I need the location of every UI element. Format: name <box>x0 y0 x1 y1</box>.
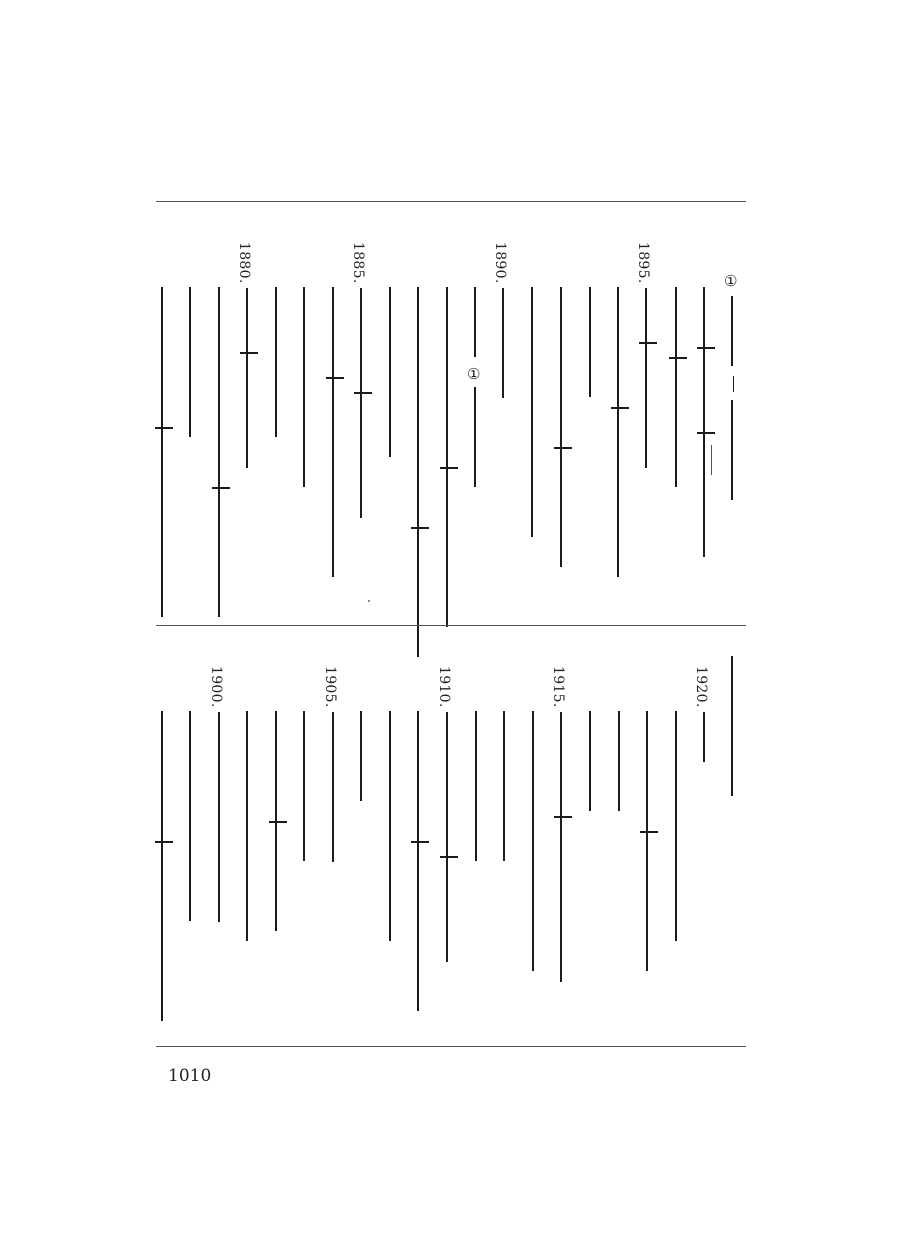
footnote-marker: ① <box>724 272 738 290</box>
text-column <box>380 287 404 457</box>
text-column <box>180 711 204 921</box>
text-column <box>694 666 718 906</box>
text-column <box>608 287 632 577</box>
text-column <box>408 287 432 657</box>
text-column <box>266 711 290 931</box>
text-column <box>636 242 660 482</box>
text-column <box>523 711 547 971</box>
text-column <box>465 287 489 487</box>
text-column <box>351 242 375 522</box>
text-column <box>266 287 290 437</box>
line-number: 1910. <box>436 666 452 708</box>
text-column <box>237 242 261 472</box>
text-column <box>580 711 604 811</box>
text-column <box>466 711 490 861</box>
text-column <box>408 711 432 1011</box>
lower-text-block <box>0 626 899 1045</box>
text-column <box>580 287 604 397</box>
text-column <box>666 287 690 487</box>
footnote-dash <box>733 376 734 392</box>
line-number: 1920. <box>693 666 709 708</box>
line-number: 1905. <box>322 666 338 708</box>
bottom-rule <box>156 1046 746 1047</box>
text-column <box>551 287 575 567</box>
text-column <box>493 242 517 402</box>
text-column <box>323 666 347 866</box>
text-column <box>437 287 461 627</box>
line-number: 1880. <box>236 242 252 284</box>
print-speck <box>368 600 370 602</box>
upper-text-block <box>0 202 899 624</box>
line-number: 1895. <box>635 242 651 284</box>
text-column <box>294 711 318 861</box>
text-column <box>237 711 261 941</box>
line-number: 1915. <box>550 666 566 708</box>
text-column <box>351 711 375 801</box>
inline-marker: ① <box>467 365 481 383</box>
text-column <box>694 287 718 557</box>
footnote-text <box>731 296 736 366</box>
footnote-column <box>722 272 746 502</box>
text-column <box>637 711 661 971</box>
text-column <box>522 287 546 537</box>
text-column <box>180 287 204 437</box>
line-number: 1890. <box>492 242 508 284</box>
text-column <box>380 711 404 941</box>
text-column <box>294 287 318 487</box>
text-column <box>152 711 176 1021</box>
text-column <box>152 287 176 617</box>
page-number: 1010 <box>168 1066 212 1086</box>
text-column <box>209 287 233 617</box>
text-column <box>494 711 518 861</box>
line-number: 1885. <box>350 242 366 284</box>
line-number: 1900. <box>208 666 224 708</box>
text-column <box>609 711 633 811</box>
text-column <box>666 711 690 941</box>
text-column <box>437 666 461 966</box>
text-column <box>722 656 746 796</box>
text-column <box>323 287 347 577</box>
text-column <box>209 666 233 926</box>
text-column <box>551 666 575 986</box>
footnote-text-cont <box>731 400 736 500</box>
